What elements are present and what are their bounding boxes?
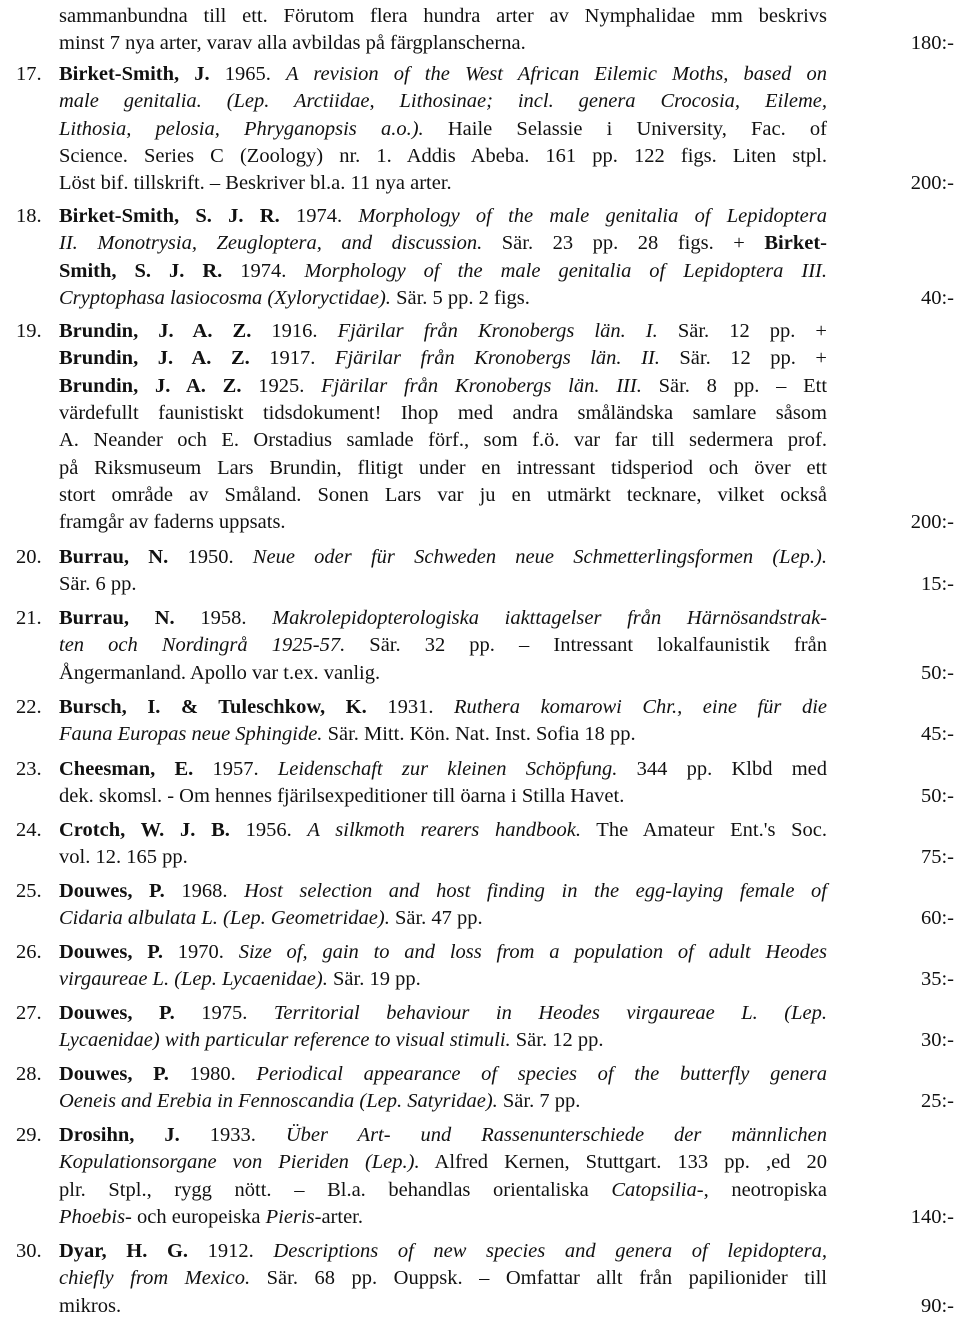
author: Brundin, J. A. Z. bbox=[59, 320, 252, 342]
author: Douwes, P. bbox=[59, 941, 164, 963]
entry-line: mikros. bbox=[59, 1294, 122, 1317]
title: Neue oder für Schweden neue Schmetterlingsformen (Lep.). bbox=[252, 546, 828, 568]
price: 25:- bbox=[920, 1090, 954, 1113]
price: 35:- bbox=[920, 968, 954, 991]
price: 15:- bbox=[920, 573, 954, 596]
entry-number: 27. bbox=[16, 1002, 42, 1024]
entry-line: Brundin, J. A. Z. 1916. Fjärilar från Kronobergs län. I. Sär. 12 pp. + bbox=[59, 320, 827, 342]
entry-line: Phoebis- och europeiska Pieris-arter. bbox=[59, 1205, 363, 1228]
entry-line: minst 7 nya arter, varav alla avbildas på färgplanscherna. bbox=[59, 32, 526, 55]
author: Douwes, P. bbox=[59, 880, 165, 902]
entry-line: Smith, S. J. R. 1974. Morphology of the male genitalia of Lepidoptera III. bbox=[59, 259, 828, 282]
price: 75:- bbox=[920, 846, 954, 869]
entry-number: 17. bbox=[16, 63, 42, 85]
author: Dyar, H. G. bbox=[59, 1240, 189, 1262]
title: Host selection and host finding in the egg-laying female of bbox=[244, 880, 828, 902]
entry-number: 25. bbox=[16, 880, 42, 902]
entry-line: Lithosia, pelosia, Phryganopsis a.o.). Haile Selassie i University, Fac. of bbox=[59, 117, 827, 140]
entry-number: 22. bbox=[16, 696, 42, 718]
entry-number: 23. bbox=[16, 758, 42, 780]
author: Bursch, I. & Tuleschkow, K. bbox=[59, 696, 367, 718]
entry-line: Brundin, J. A. Z. 1925. Fjärilar från Kronobergs län. III. Sär. 8 pp. – Ett bbox=[59, 374, 828, 397]
entry-line: Douwes, P. 1980. Periodical appearance of species of the butterfly genera bbox=[59, 1063, 828, 1085]
entry-line: plr. Stpl., rygg nött. – Bl.a. behandlas orientaliska Catopsilia-, neotropiska bbox=[59, 1178, 827, 1201]
entry-line: Crotch, W. J. B. 1956. A silkmoth rearers handbook. The Amateur Ent.'s Soc. bbox=[59, 819, 828, 841]
title: Leidenschaft zur kleinen Schöpfung. bbox=[277, 758, 618, 780]
title: Ruthera komarowi Chr., eine für die bbox=[453, 696, 827, 718]
entry-line: Lycaenidae) with particular reference to visual stimuli. Sär. 12 pp. bbox=[59, 1029, 604, 1052]
entry-line: A. Neander och E. Orstadius samlade förf., som f.ö. var far till sedermera prof. bbox=[59, 429, 827, 452]
price: 30:- bbox=[920, 1029, 954, 1052]
entry-line: Cryptophasa lasiocosma (Xyloryctidae). Sär. 5 pp. 2 figs. bbox=[59, 286, 530, 309]
title: Size of, gain to and loss from a population of adult Heodes bbox=[238, 941, 828, 963]
entry-line: Burrau, N. 1950. Neue oder für Schweden neue Schmetterlingsformen (Lep.). bbox=[59, 546, 828, 568]
title: Territorial behaviour in Heodes virgaureae L. (Lep. bbox=[273, 1002, 828, 1024]
price: 45:- bbox=[920, 723, 954, 746]
entry-line: Bursch, I. & Tuleschkow, K. 1931. Ruthera komarowi Chr., eine für die bbox=[59, 696, 827, 718]
entry-line: Birket-Smith, J. 1965. A revision of the West African Eilemic Moths, based on bbox=[59, 63, 828, 85]
entry-line: virgaureae L. (Lep. Lycaenidae). Sär. 19 pp. bbox=[59, 968, 421, 991]
entry-number: 26. bbox=[16, 941, 42, 963]
entry-line: Drosihn, J. 1933. Über Art- und Rassenunterschiede der männlichen bbox=[59, 1124, 827, 1146]
author: Cheesman, E. bbox=[59, 758, 194, 780]
entry-line: Fauna Europas neue Sphingide. Sär. Mitt. Kön. Nat. Inst. Sofia 18 pp. bbox=[59, 723, 636, 746]
entry-line: Dyar, H. G. 1912. Descriptions of new species and genera of lepidoptera, bbox=[59, 1240, 827, 1262]
author: Burrau, N. bbox=[59, 546, 169, 568]
price: 200:- bbox=[910, 511, 954, 534]
entry-line: Brundin, J. A. Z. 1917. Fjärilar från Kronobergs län. II. Sär. 12 pp. + bbox=[59, 347, 827, 370]
entry-line: Oeneis and Erebia in Fennoscandia (Lep. Satyridae). Sär. 7 pp. bbox=[59, 1090, 581, 1113]
entry-number: 20. bbox=[16, 546, 42, 568]
entry-line: Cidaria albulata L. (Lep. Geometridae). Sär. 47 pp. bbox=[59, 907, 483, 930]
entry-line: II. Monotrysia, Zeugloptera, and discussion. Sär. 23 pp. 28 figs. + Birket- bbox=[59, 232, 827, 255]
entry-line: chiefly from Mexico. Sär. 68 pp. Ouppsk. – Omfattar allt från papilionider till bbox=[59, 1267, 828, 1290]
price: 140:- bbox=[910, 1205, 954, 1228]
entry-number: 19. bbox=[16, 320, 42, 342]
price: 50:- bbox=[920, 785, 954, 808]
author: Birket-Smith, S. J. R. bbox=[59, 205, 280, 227]
entry-line: framgår av faderns uppsats. bbox=[59, 511, 286, 534]
price: 200:- bbox=[910, 172, 954, 195]
author: Douwes, P. bbox=[59, 1063, 169, 1085]
title: Morphology of the male genitalia of Lepidoptera bbox=[358, 205, 827, 227]
title: Makrolepidopterologiska iakttagelser från Härnösandstrak- bbox=[272, 607, 828, 629]
author: Crotch, W. J. B. bbox=[59, 819, 230, 841]
title: Über Art- und Rassenunterschiede der männlichen bbox=[285, 1124, 827, 1146]
entry-line: Kopulationsorgane von Pieriden (Lep.). Alfred Kernen, Stuttgart. 133 pp. ,ed 20 bbox=[59, 1151, 827, 1174]
price: 40:- bbox=[920, 286, 954, 309]
entry-line: Science. Series C (Zoology) nr. 1. Addis Abeba. 161 pp. 122 figs. Liten stpl. bbox=[59, 144, 827, 167]
entry-line: Sär. 6 pp. bbox=[59, 573, 137, 596]
entry-number: 21. bbox=[16, 607, 42, 629]
entry-number: 24. bbox=[16, 819, 42, 841]
price: 50:- bbox=[920, 661, 954, 684]
author: Burrau, N. bbox=[59, 607, 175, 629]
entry-line: ten och Nordingrå 1925-57. Sär. 32 pp. – Intressant lokalfaunistik från bbox=[59, 634, 827, 657]
entry-line: Birket-Smith, S. J. R. 1974. Morphology of the male genitalia of Lepidoptera bbox=[59, 205, 827, 227]
author: Drosihn, J. bbox=[59, 1124, 180, 1146]
entry-number: 28. bbox=[16, 1063, 42, 1085]
price: 90:- bbox=[920, 1294, 954, 1317]
title: Descriptions of new species and genera of lepidoptera, bbox=[273, 1240, 827, 1262]
entry-line: Löst bif. tillskrift. – Beskriver bl.a. 11 nya arter. bbox=[59, 172, 452, 195]
entry-line: Ångermanland. Apollo var t.ex. vanlig. bbox=[59, 661, 381, 684]
price: 180:- bbox=[910, 32, 954, 55]
title: Periodical appearance of species of the butterfly genera bbox=[256, 1063, 828, 1085]
entry-line: male genitalia. (Lep. Arctiidae, Lithosinae; incl. genera Crocosia, Eileme, bbox=[59, 90, 827, 113]
entry-line: Cheesman, E. 1957. Leidenschaft zur kleinen Schöpfung. 344 pp. Klbd med bbox=[59, 758, 827, 780]
entry-line: värdefullt faunistiskt tidsdokument! Ihop med andra småländska samlare såsom bbox=[59, 401, 827, 424]
entry-line: Douwes, P. 1968. Host selection and host finding in the egg-laying female of bbox=[59, 880, 828, 902]
author: Birket-Smith, J. bbox=[59, 63, 210, 85]
entry-line: sammanbundna till ett. Förutom flera hundra arter av Nymphalidae mm beskrivs bbox=[59, 5, 827, 27]
entry-line: vol. 12. 165 pp. bbox=[59, 846, 188, 869]
entry-line: Burrau, N. 1958. Makrolepidopterologiska iakttagelser från Härnösandstrak- bbox=[59, 607, 828, 629]
price: 60:- bbox=[920, 907, 954, 930]
entry-line: Douwes, P. 1970. Size of, gain to and loss from a population of adult Heodes bbox=[59, 941, 828, 963]
entry-line: stort område av Småland. Sonen Lars var ju en utmärkt tecknare, vilket också bbox=[59, 483, 827, 506]
entry-number: 18. bbox=[16, 205, 42, 227]
title: A revision of the West African Eilemic Moths, based on bbox=[286, 63, 828, 85]
entry-number: 30. bbox=[16, 1240, 42, 1262]
title: A silkmoth rearers handbook. bbox=[307, 819, 581, 841]
entry-line: Douwes, P. 1975. Territorial behaviour in Heodes virgaureae L. (Lep. bbox=[59, 1002, 828, 1024]
author: Douwes, P. bbox=[59, 1002, 175, 1024]
entry-line: på Riksmuseum Lars Brundin, flitigt under en intressant tidsperiod och över ett bbox=[59, 456, 827, 479]
entry-number: 29. bbox=[16, 1124, 42, 1146]
title: Fjärilar från Kronobergs län. I. bbox=[337, 320, 658, 342]
entry-line: dek. skomsl. - Om hennes fjärilsexpeditioner till öarna i Stilla Havet. bbox=[59, 785, 625, 808]
